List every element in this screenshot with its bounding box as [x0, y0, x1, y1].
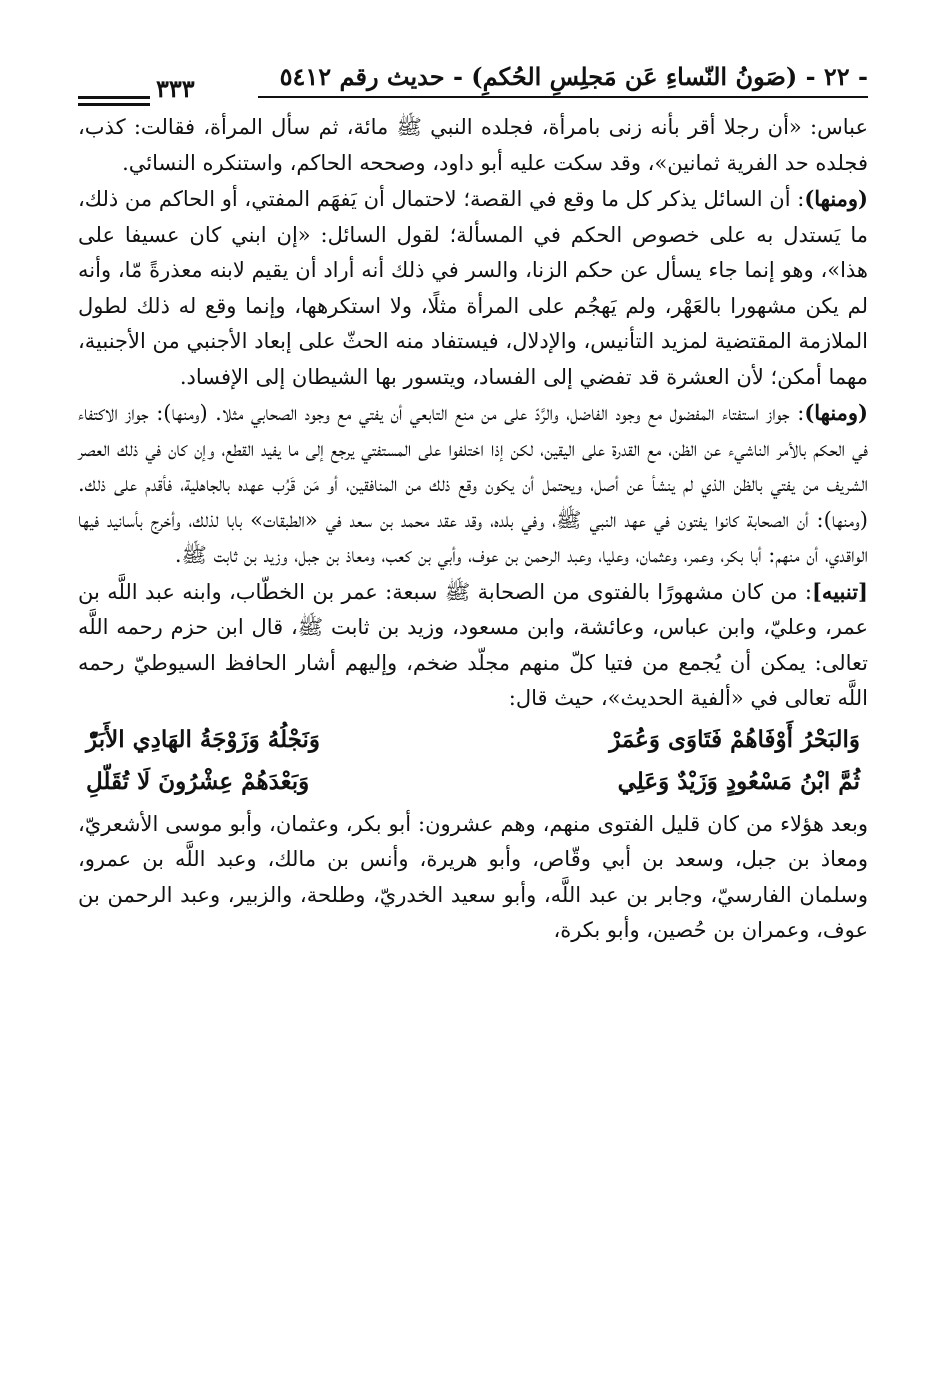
poem-first-hemistich: ثُمَّ ابْنُ مَسْعُودٍ وَزَيْدٌ وَعَلِي: [617, 767, 860, 795]
running-title: - ٢٢ - (صَونُ النّساءِ عَن مَجلِسِ الحُكمِ) - حديث رقم ٥٤١٢: [279, 62, 868, 91]
paragraph-label: (ومنها): [804, 400, 868, 425]
poem-second-hemistich: وَبَعْدَهُمْ عِشْرُونَ لَا تُقَلّلِ: [86, 767, 310, 795]
poem: [78, 719, 868, 803]
closing-paragraph: وبعد هؤلاء من كان قليل الفتوى منهم، وهم عشرون: أبو بكر، وعثمان، وأبو موسى الأشعريّ، ومعاذ بن جبل، وسعد بن أبي وقّاص، وأبو هريرة، وأنس بن مالك، وعبد اللَّه بن عمرو، وسلمان الفارسيّ، وجابر بن عبد اللَّه، وأبو سعيد الخدريّ، وطلحة، والزبير، وعبد الرحمن بن عوف، وعمران بن حُصين، وأبو بكرة،: [78, 811, 868, 942]
page-number-rules: [78, 96, 150, 110]
page-number: ٣٣٣: [156, 74, 195, 103]
paragraph: (ومنها): أن السائل يذكر كل ما وقع في القصة؛ لاحتمال أن يَفهَم المفتي، أو الحاكم من ذلك، ما يَستدل به على خصوص الحكم في المسألة؛ لقول السائل: «إن ابني كان عسيفا على هذا»، وهو إنما جاء يسأل عن حكم الزنا، والسر في ذلك أنه أراد أن يقيم لابنه معذرةً مّا، وأنه لم يكن مشهورا بالعَهْر، ولم يَهجُم على المرأة مثلًا، ولا استكرهها، وإنما وقع له ذلك لطول الملازمة المقتضية لمزيد التأنيس، والإدلال، فيستفاد منه الحثّ على إبعاد الأجنبي من الأجنبية، مهما أمكن؛ لأن العشرة قد تفضي إلى الفساد، ويتسور بها الشيطان إلى الإفساد.: [78, 186, 868, 389]
poem-first-hemistich: وَالبَحْرُ أَوْفَاهُمْ فَتَاوَى وَعُمَرْ: [609, 725, 860, 753]
paragraph: عباس: «أن رجلا أقر بأنه زنى بامرأة، فجلده النبي ﷺ مائة، ثم سأل المرأة، فقالت: كذب، فجلده حد الفرية ثمانين»، وقد سكت عليه أبو داود، وصححه الحاكم، واستنكره النسائي.: [78, 115, 868, 175]
page-header: [78, 58, 868, 110]
poem-second-hemistich: وَنَجْلُهُ وَزَوْجَةُ الهَادِي الأَبَرّْ: [86, 725, 321, 753]
poem-verse: [78, 761, 868, 803]
poem-verse: [78, 719, 868, 761]
paragraph: (ومنها): جواز استفتاء المفضول مع وجود الفاضل، والرَّدّ على من منع التابعي أن يفتي مع وجود الصحابي مثلا. (ومنها): جواز الاكتفاء في الحكم بالأمر الناشيء عن الظن، مع القدرة على اليقين، لكن إذا اختلفوا على المستفتي يرجع إلى ما يفيد القطع، وإن كان في ذلك العصر الشريف من يفتي بالظن الذي لم ينشأ عن أصل، ويحتمل أن يكون وقع ذلك من المنافقين، أو مَن قَرُب عهده بالجاهلية، فأقدم على ذلك. (ومنها): أن الصحابة كانوا يفتون في عهد النبي ﷺ، وفي بلده، وقد عقد محمد بن سعد في «الطبقات» بابا لذلك، وأخرج بأسانيد فيها الواقدي، أن منهم: أبا بكر، وعمر، وعثمان، وعليا، وعبد الرحمن بن عوف، وأبي بن كعب، ومعاذ بن جبل، وزيد بن ثابت ﷺ.: [78, 400, 868, 567]
paragraph-label: [تنبيه]: [812, 578, 868, 604]
book-page: [78, 58, 868, 1358]
header-rule: [258, 96, 868, 98]
page-body: [78, 110, 868, 949]
paragraph: [تنبيه]: من كان مشهورًا بالفتوى من الصحابة ﷺ سبعة: عمر بن الخطّاب، وابنه عبد اللَّه بن عمر، وعليّ، وابن عباس، وعائشة، وابن مسعود، وزيد بن ثابت ﷺ، قال ابن حزم رحمه اللَّه تعالى: يمكن أن يُجمع من فتيا كلّ منهم مجلّد ضخم، وإليهم أشار الحافظ السيوطيّ رحمه اللَّه تعالى في «ألفية الحديث»، حيث قال:: [78, 578, 868, 710]
paragraph-label: (ومنها): [804, 186, 868, 211]
